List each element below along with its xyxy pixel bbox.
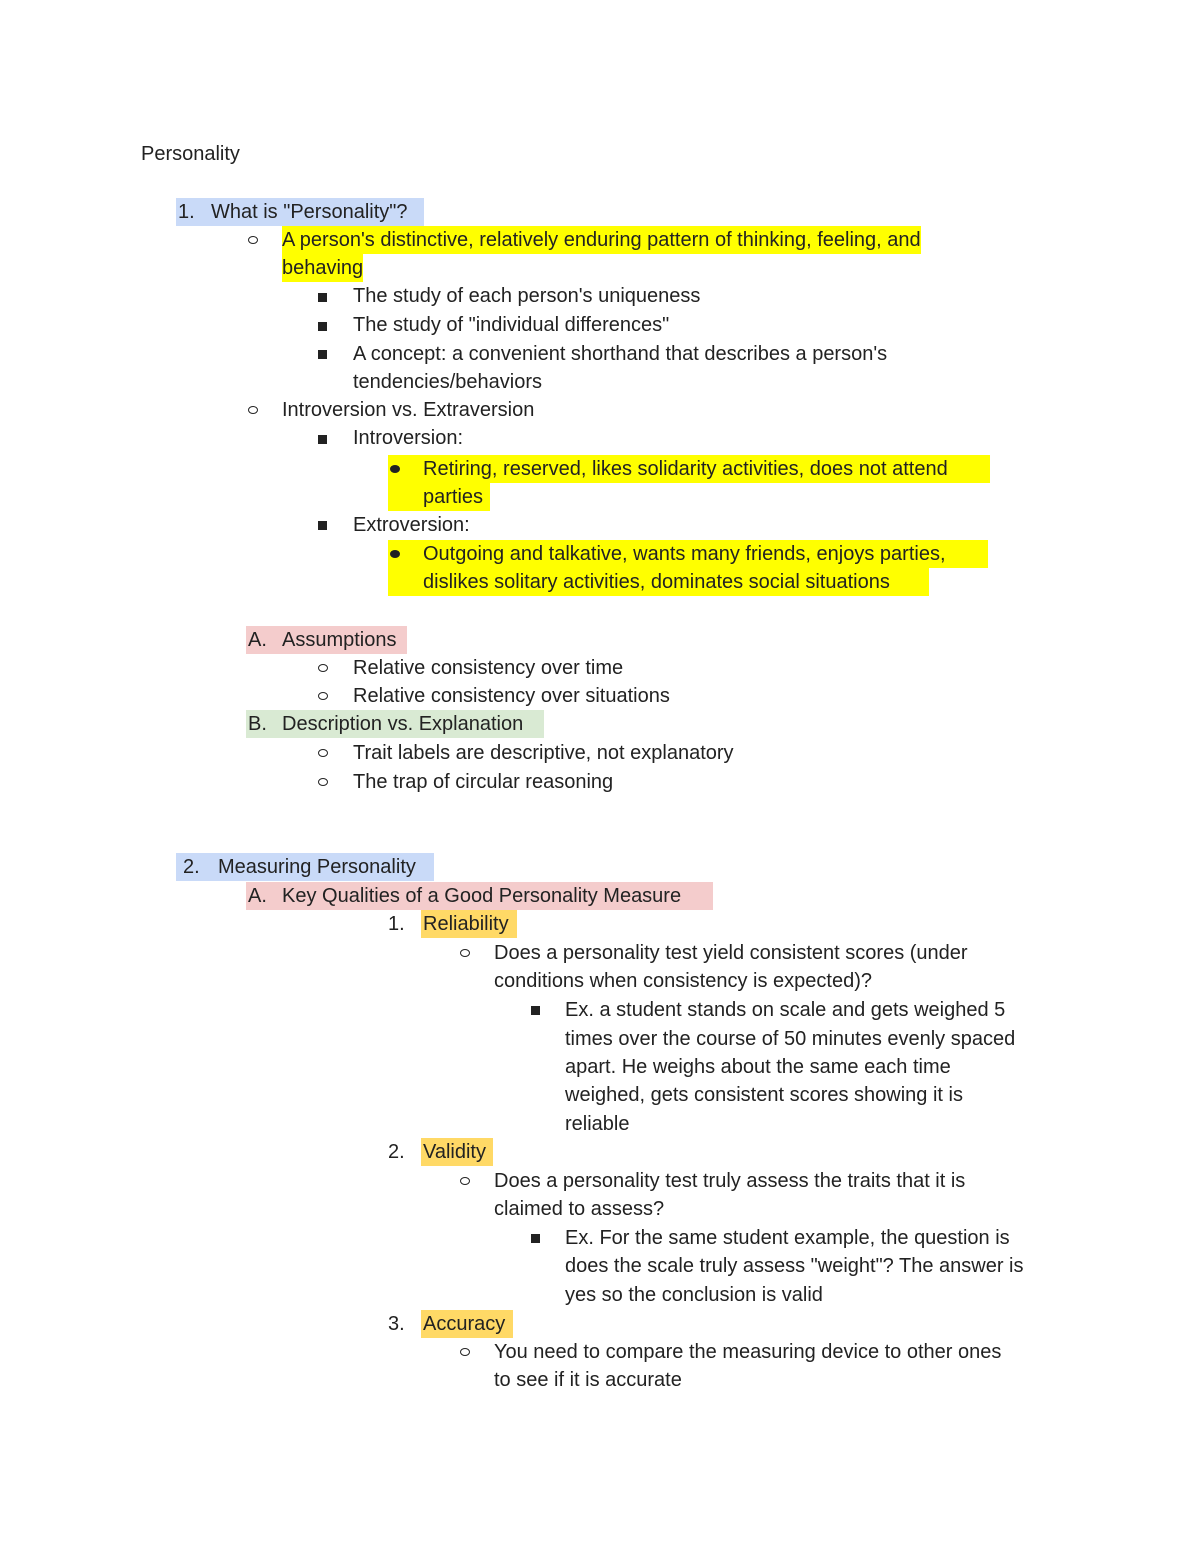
section-1-heading: [176, 198, 424, 226]
list-item-continued: conditions when consistency is expected)?: [494, 970, 872, 992]
subsection-heading: Key Qualities of a Good Personality Measure: [282, 885, 682, 907]
square-bullet-icon: [318, 322, 327, 331]
item-number: 3.: [388, 1313, 405, 1335]
list-item-continued: parties: [423, 486, 484, 508]
hollow-bullet-icon: [460, 1177, 470, 1185]
hollow-bullet-icon: [318, 749, 328, 757]
definition-line-2: [282, 254, 363, 282]
list-item-continued: to see if it is accurate: [494, 1369, 682, 1391]
list-item: Relative consistency over time: [353, 657, 624, 679]
list-item-continued: weighed, gets consistent scores showing it is: [565, 1084, 963, 1106]
list-item: Ex. a student stands on scale and gets weighed 5: [565, 999, 1006, 1021]
definition-text-1: A person's distinctive, relatively enduring pattern of thinking, feeling, and: [282, 226, 921, 254]
list-item: Does a personality test truly assess the traits that it is: [494, 1170, 966, 1192]
square-bullet-icon: [318, 293, 327, 302]
list-item: Trait labels are descriptive, not explanatory: [353, 742, 734, 764]
list-item-continued: does the scale truly assess "weight"? The answer is: [565, 1255, 1024, 1277]
square-bullet-icon: [531, 1006, 540, 1015]
hollow-bullet-icon: [460, 949, 470, 957]
list-item: The trap of circular reasoning: [353, 771, 614, 793]
list-item: Retiring, reserved, likes solidarity activities, does not attend: [423, 458, 948, 480]
list-item: Relative consistency over situations: [353, 685, 670, 707]
subsection-heading: Assumptions: [282, 629, 397, 651]
list-item: Introversion:: [353, 427, 464, 449]
list-item: Ex. For the same student example, the question is: [565, 1227, 1010, 1249]
item-number: 2.: [388, 1141, 405, 1163]
quality-heading: Accuracy: [423, 1313, 506, 1335]
hollow-bullet-icon: [248, 236, 258, 244]
filled-bullet-icon: [390, 465, 400, 473]
list-item: Introversion vs. Extraversion: [282, 399, 535, 421]
filled-bullet-icon: [390, 550, 400, 558]
list-item-continued: yes so the conclusion is valid: [565, 1284, 823, 1306]
section-1-title: What is "Personality"?: [211, 201, 408, 223]
quality-heading: Validity: [423, 1141, 486, 1163]
list-item-continued: reliable: [565, 1113, 630, 1135]
subsection-heading: Description vs. Explanation: [282, 713, 524, 735]
hollow-bullet-icon: [318, 692, 328, 700]
quality-heading: Reliability: [423, 913, 509, 935]
list-item-continued: claimed to assess?: [494, 1198, 665, 1220]
list-item-continued: dislikes solitary activities, dominates social situations: [423, 571, 890, 593]
list-item: You need to compare the measuring device to other ones: [494, 1341, 1002, 1363]
hollow-bullet-icon: [248, 406, 258, 414]
section-2-number: 2.: [183, 856, 200, 878]
item-number: 1.: [388, 913, 405, 935]
square-bullet-icon: [318, 435, 327, 444]
list-item: Outgoing and talkative, wants many friends, enjoys parties,: [423, 543, 946, 565]
hollow-bullet-icon: [318, 778, 328, 786]
hollow-bullet-icon: [460, 1348, 470, 1356]
square-bullet-icon: [318, 521, 327, 530]
list-item: Does a personality test yield consistent scores (under: [494, 942, 968, 964]
list-item-continued: times over the course of 50 minutes evenly spaced: [565, 1028, 1016, 1050]
section-1-number: 1.: [178, 201, 195, 223]
subsection-letter: A.: [248, 885, 267, 907]
square-bullet-icon: [531, 1234, 540, 1243]
document-title: Personality: [141, 143, 240, 165]
list-item: The study of "individual differences": [353, 314, 670, 336]
list-item: The study of each person's uniqueness: [353, 285, 701, 307]
list-item: A concept: a convenient shorthand that describes a person's: [353, 343, 888, 365]
definition-line-1: [282, 226, 921, 254]
subsection-letter: B.: [248, 713, 267, 735]
list-item-continued: tendencies/behaviors: [353, 371, 543, 393]
section-2-title: Measuring Personality: [218, 856, 416, 878]
hollow-bullet-icon: [318, 664, 328, 672]
list-item: Extroversion:: [353, 514, 470, 536]
list-item-continued: apart. He weighs about the same each time: [565, 1056, 951, 1078]
square-bullet-icon: [318, 350, 327, 359]
subsection-letter: A.: [248, 629, 267, 651]
definition-text-2: behaving: [282, 254, 363, 282]
